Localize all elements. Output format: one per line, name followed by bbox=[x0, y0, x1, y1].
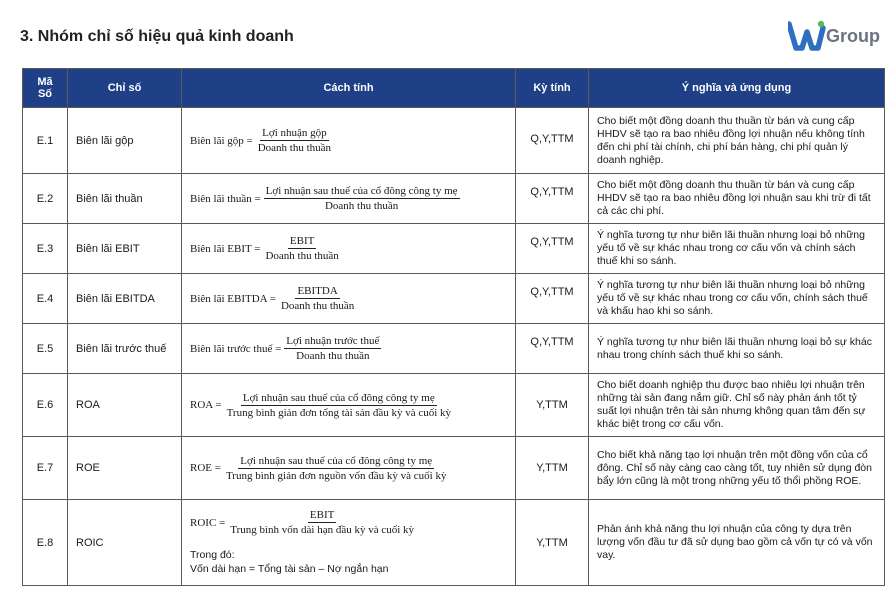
row-name: Biên lãi thuần bbox=[68, 174, 182, 224]
formula-expression bbox=[190, 127, 515, 154]
row-name: ROA bbox=[68, 374, 182, 437]
row-period: Q,Y,TTM bbox=[516, 108, 589, 174]
row-code: E.2 bbox=[23, 174, 68, 224]
table-row bbox=[23, 108, 885, 174]
row-code: E.6 bbox=[23, 374, 68, 437]
page-title: 3. Nhóm chỉ số hiệu quả kinh doanh bbox=[20, 28, 294, 45]
row-code: E.4 bbox=[23, 274, 68, 324]
row-meaning: Ý nghĩa tương tự như biên lãi thuần nhưng loại bỏ những yếu tố về sự khác nhau trong cơ cấu vốn và chính sách thuế khi so sánh. bbox=[589, 224, 885, 274]
header-period: Kỳ tính bbox=[516, 69, 589, 108]
formula-expression bbox=[190, 509, 515, 536]
row-formula bbox=[182, 374, 516, 437]
formula-note-text: Vốn dài hạn = Tổng tài sản – Nợ ngắn hạn bbox=[190, 563, 389, 575]
row-meaning: Cho biết khả năng tạo lợi nhuận trên một đồng vốn của cổ đông. Chỉ số này càng cao càng tốt, tuy nhiên sử dụng đòn bẩy lớn cũng là một trong những yếu tố thổi phồng ROE. bbox=[589, 437, 885, 500]
row-code: E.3 bbox=[23, 224, 68, 274]
header-formula: Cách tính bbox=[182, 69, 516, 108]
formula-denominator: Trung bình giản đơn nguồn vốn đầu kỳ và cuối kỳ bbox=[225, 469, 447, 482]
table-header-row bbox=[23, 69, 885, 108]
row-period: Q,Y,TTM bbox=[516, 224, 589, 274]
formula-fraction bbox=[263, 235, 340, 262]
wigroup-logo-icon bbox=[788, 20, 826, 52]
formula-denominator: Trung bình giản đơn tổng tài sản đầu kỳ và cuối kỳ bbox=[226, 406, 452, 419]
formula-denominator: Doanh thu thuần bbox=[296, 350, 370, 362]
formula-lhs: Biên lãi gộp = bbox=[190, 134, 253, 147]
formula-fraction bbox=[264, 185, 460, 212]
formula-fraction bbox=[228, 509, 416, 536]
row-meaning: Cho biết một đồng doanh thu thuần từ bán và cung cấp HHDV sẽ tạo ra bao nhiêu đồng lợi nhuận sau khi trừ đi tất cả các chi phí. bbox=[589, 174, 885, 224]
formula-denominator: Doanh thu thuần bbox=[280, 300, 355, 312]
formula-expression bbox=[190, 235, 515, 262]
formula-lhs: Biên lãi thuần = bbox=[190, 192, 261, 205]
formula-denominator: Doanh thu thuần bbox=[324, 200, 399, 212]
row-meaning: Ý nghĩa tương tự như biên lãi thuần nhưng loại bỏ những yếu tố về sự khác nhau trong cơ cấu vốn, chính sách thuế và khấu hao khi so sánh. bbox=[589, 274, 885, 324]
wigroup-logo bbox=[788, 18, 888, 54]
formula-lhs: Biên lãi trước thuế = bbox=[190, 342, 282, 355]
formula-lhs: ROE = bbox=[190, 462, 221, 474]
row-formula bbox=[182, 174, 516, 224]
header-code-line2: Số bbox=[37, 88, 53, 100]
table-row bbox=[23, 437, 885, 500]
row-period: Y,TTM bbox=[516, 374, 589, 437]
formula-fraction bbox=[225, 392, 453, 419]
formula-numerator: EBIT bbox=[309, 509, 335, 521]
row-name: Biên lãi trước thuế bbox=[68, 324, 182, 374]
row-meaning: Ý nghĩa tương tự như biên lãi thuần nhưng loại bỏ sự khác nhau trong chính sách thuế khi so sánh. bbox=[589, 324, 885, 374]
row-period: Y,TTM bbox=[516, 500, 589, 586]
row-name: Biên lãi gộp bbox=[68, 108, 182, 174]
formula-note bbox=[190, 548, 515, 576]
formula-numerator: EBIT bbox=[289, 235, 315, 247]
row-name: Biên lãi EBIT bbox=[68, 224, 182, 274]
formula-denominator: Doanh thu thuần bbox=[265, 250, 339, 262]
formula-numerator: EBITDA bbox=[297, 285, 338, 297]
row-code: E.1 bbox=[23, 108, 68, 174]
table-row bbox=[23, 374, 885, 437]
ratio-table bbox=[22, 68, 885, 586]
row-period: Y,TTM bbox=[516, 437, 589, 500]
formula-denominator: Trung bình vốn dài hạn đầu kỳ và cuối kỳ bbox=[230, 524, 415, 536]
header-meaning: Ý nghĩa và ứng dụng bbox=[589, 69, 885, 108]
row-code: E.8 bbox=[23, 500, 68, 586]
row-meaning: Cho biết doanh nghiệp thu được bao nhiêu lợi nhuận trên những tài sản đang nắm giữ. Chỉ số này phản ánh tốt tỷ suất lợi nhuận trên tài sản nhưng không quan tâm đến sự khác biệt trong cơ cấu vốn. bbox=[589, 374, 885, 437]
formula-denominator: Doanh thu thuần bbox=[257, 142, 332, 154]
formula-fraction bbox=[256, 127, 333, 154]
formula-note-label: Trong đó: bbox=[190, 549, 235, 561]
formula-lhs: Biên lãi EBITDA = bbox=[190, 292, 276, 305]
row-name: ROE bbox=[68, 437, 182, 500]
row-code: E.5 bbox=[23, 324, 68, 374]
row-formula bbox=[182, 437, 516, 500]
row-name: Biên lãi EBITDA bbox=[68, 274, 182, 324]
logo-text: Group bbox=[826, 25, 880, 46]
row-code: E.7 bbox=[23, 437, 68, 500]
row-formula bbox=[182, 324, 516, 374]
formula-numerator: Lợi nhuận sau thuế của cổ đông công ty mẹ bbox=[242, 391, 435, 404]
row-formula bbox=[182, 108, 516, 174]
header-name: Chỉ số bbox=[68, 69, 182, 108]
row-meaning: Phản ánh khả năng thu lợi nhuận của công ty dựa trên lượng vốn đầu tư đã sử dụng bao gồm cả vốn tự có và vốn vay. bbox=[589, 500, 885, 586]
row-period: Q,Y,TTM bbox=[516, 274, 589, 324]
formula-lhs: ROA = bbox=[190, 399, 222, 411]
formula-expression bbox=[190, 455, 515, 482]
formula-lhs: Biên lãi EBIT = bbox=[190, 242, 261, 255]
row-period: Q,Y,TTM bbox=[516, 174, 589, 224]
row-formula bbox=[182, 500, 516, 586]
formula-fraction bbox=[284, 335, 381, 362]
row-formula bbox=[182, 224, 516, 274]
row-period: Q,Y,TTM bbox=[516, 324, 589, 374]
header-code bbox=[23, 69, 68, 108]
formula-expression bbox=[190, 335, 515, 362]
row-name: ROIC bbox=[68, 500, 182, 586]
table-row bbox=[23, 224, 885, 274]
formula-numerator: Lợi nhuận sau thuế của cổ đông công ty mẹ bbox=[240, 454, 433, 467]
table-row bbox=[23, 274, 885, 324]
row-formula bbox=[182, 274, 516, 324]
formula-expression bbox=[190, 185, 515, 212]
formula-fraction bbox=[279, 285, 356, 312]
table-row bbox=[23, 500, 885, 586]
table-row bbox=[23, 324, 885, 374]
header-code-line1: Mã bbox=[37, 76, 53, 88]
formula-expression bbox=[190, 285, 515, 312]
formula-numerator: Lợi nhuận trước thuế bbox=[286, 335, 380, 347]
formula-fraction bbox=[224, 455, 449, 482]
formula-numerator: Lợi nhuận sau thuế của cổ đông công ty mẹ bbox=[265, 185, 458, 197]
row-meaning: Cho biết một đồng doanh thu thuần từ bán và cung cấp HHDV sẽ tạo ra bao nhiêu đồng lợi nhuận nếu không tính đến chi phí tài chính, chi phí bán hàng, chi phí quản lý doanh nghiệp. bbox=[589, 108, 885, 174]
formula-lhs: ROIC = bbox=[190, 516, 226, 529]
formula-expression bbox=[190, 392, 515, 419]
table-row bbox=[23, 174, 885, 224]
formula-numerator: Lợi nhuận gộp bbox=[262, 127, 327, 139]
